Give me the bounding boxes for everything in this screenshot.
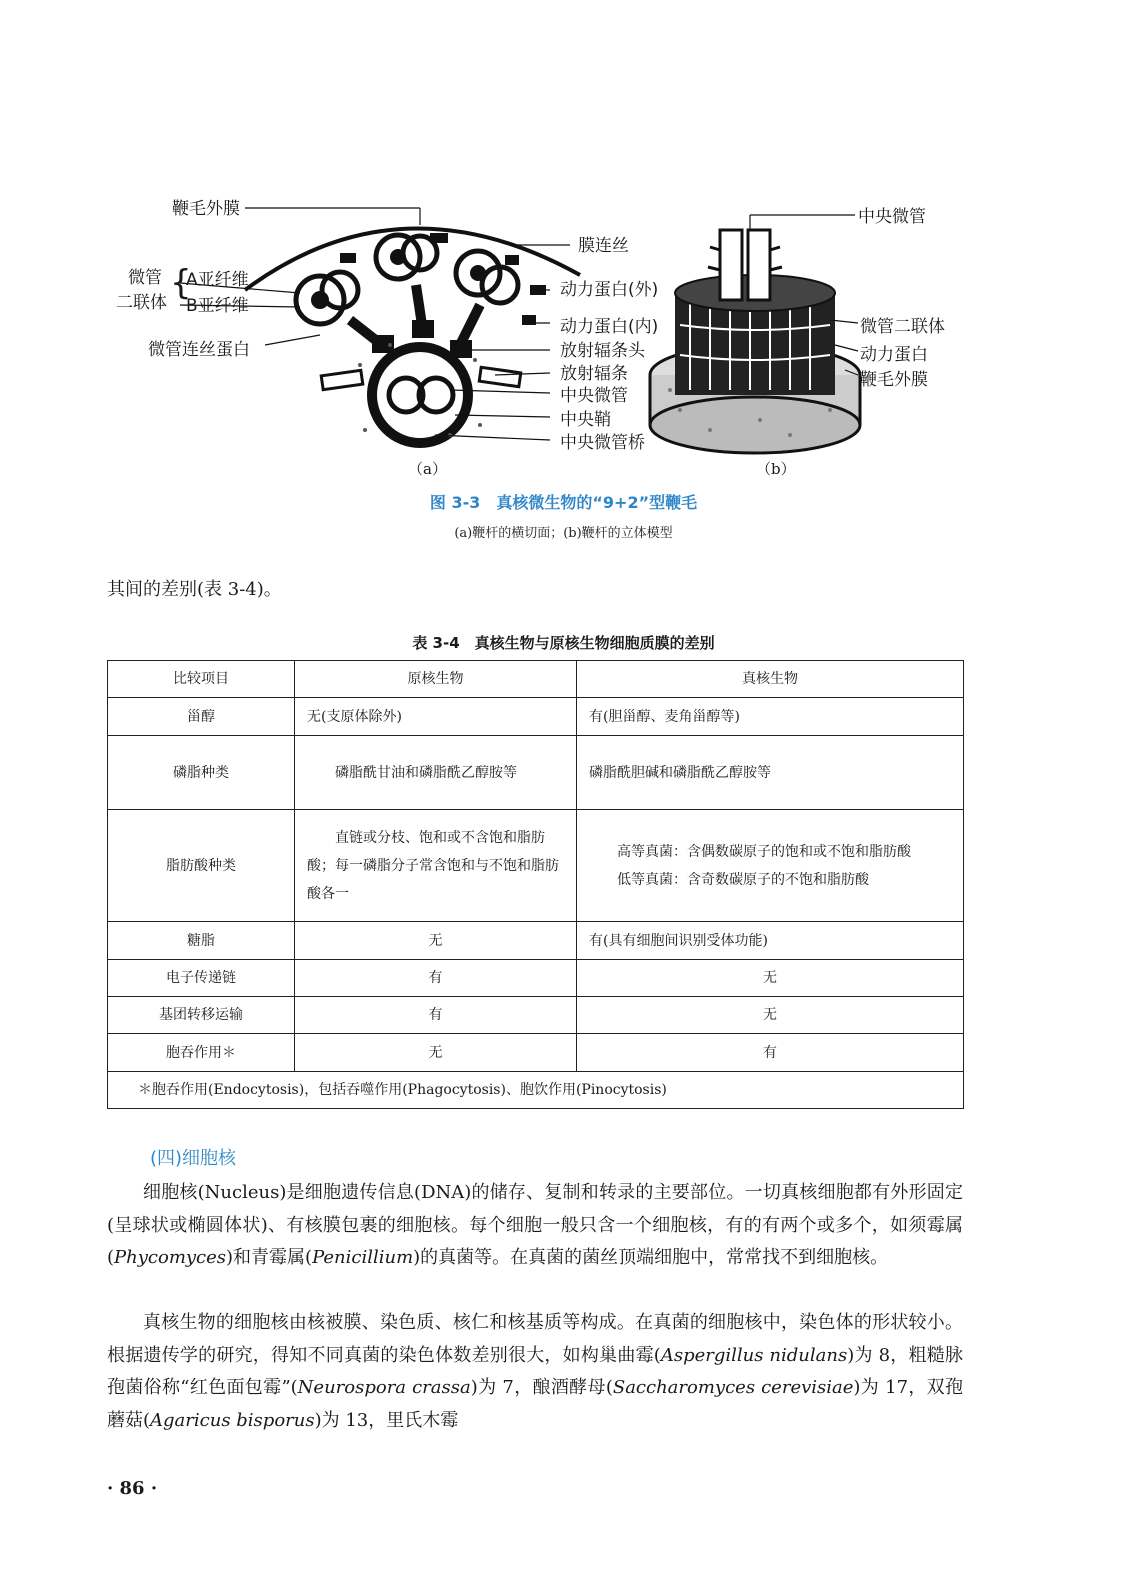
label-dynein-b: 动力蛋白 xyxy=(860,345,928,365)
p2-text-c: )为 7，酿酒酵母( xyxy=(470,1377,613,1398)
label-doublet-line2: 二联体 xyxy=(116,293,167,313)
p1-text-c: )的真菌等。在真菌的菌丝顶端细胞中，常常找不到细胞核。 xyxy=(413,1247,889,1268)
row-item: 糖脂 xyxy=(108,922,295,960)
table-row xyxy=(108,960,964,997)
p2-species-neurospora: Neurospora crassa xyxy=(297,1377,471,1398)
label-a-subfiber: A亚纤维 xyxy=(186,270,249,290)
row-eukaryote: 有 xyxy=(577,1034,964,1072)
row-prokaryote: 有 xyxy=(295,997,577,1034)
p1-text-a: 细胞核(Nucleus)是细胞遗传信息(DNA)的储存、复制和转录的主要部位。一切真核细胞都有外形固定(呈球状或椭圆体状)、有核膜包裹的细胞核。每个细胞一般只含一个细胞核，有的有两个或多个，如须霉属( xyxy=(107,1182,963,1268)
table-row xyxy=(108,736,964,810)
label-central-sheath: 中央鞘 xyxy=(560,410,611,430)
label-spoke-head: 放射辐条头 xyxy=(560,341,645,361)
page-number: · 86 · xyxy=(107,1478,158,1499)
paragraph-1 xyxy=(107,1177,963,1275)
row-eukaryote: 磷脂酰胆碱和磷脂酰乙醇胺等 xyxy=(577,736,964,810)
table-note-row xyxy=(108,1072,964,1109)
section-heading: (四)细胞核 xyxy=(150,1148,237,1169)
row-item: 脂肪酸种类 xyxy=(108,810,295,922)
row-eukaryote-cell xyxy=(577,810,964,922)
table-row xyxy=(108,997,964,1034)
label-b-subfiber: B亚纤维 xyxy=(186,296,249,316)
subfigure-a-label: （a） xyxy=(408,460,447,478)
row-item: 胞吞作用＊ xyxy=(108,1034,295,1072)
table-header-row xyxy=(108,661,964,698)
label-dynein-inner: 动力蛋白(内) xyxy=(560,317,659,337)
row-prokaryote: 直链或分枝、饱和或不含饱和脂肪酸；每一磷脂分子常含饱和与不饱和脂肪酸各一 xyxy=(295,810,577,922)
table-row xyxy=(108,698,964,736)
p1-text-b: )和青霉属( xyxy=(226,1247,313,1268)
label-outer-membrane-b: 鞭毛外膜 xyxy=(860,370,928,390)
label-central-mt-a: 中央微管 xyxy=(560,386,628,406)
label-doublet-b: 微管二联体 xyxy=(860,317,945,337)
row-eukaryote: 有(胆甾醇、麦角甾醇等) xyxy=(577,698,964,736)
table-row xyxy=(108,810,964,922)
row-eukaryote: 无 xyxy=(577,997,964,1034)
row-item: 甾醇 xyxy=(108,698,295,736)
row-prokaryote: 有 xyxy=(295,960,577,997)
brace: { xyxy=(170,263,192,303)
label-dynein-outer: 动力蛋白(外) xyxy=(560,280,659,300)
p2-text-b: )为 8，粗糙脉孢菌俗称“红色面包霉”( xyxy=(107,1344,963,1398)
p2-species-saccharomyces: Saccharomyces cerevisiae xyxy=(612,1377,854,1398)
intro-line: 其间的差别(表 3-4)。 xyxy=(107,579,282,600)
figure-caption-title: 图 3-3 真核微生物的“9+2”型鞭毛 xyxy=(429,493,698,512)
row-item: 基团转移运输 xyxy=(108,997,295,1034)
row-prokaryote: 无 xyxy=(295,922,577,960)
label-membrane-link: 膜连丝 xyxy=(578,236,629,256)
header-item: 比较项目 xyxy=(108,661,295,698)
label-spoke: 放射辐条 xyxy=(560,364,628,384)
table-row xyxy=(108,1034,964,1072)
row-eukaryote: 无 xyxy=(577,960,964,997)
row-item: 电子传递链 xyxy=(108,960,295,997)
paragraph-2 xyxy=(107,1307,963,1437)
p2-text-e: )为 13，里氏木霉 xyxy=(314,1409,459,1431)
comparison-table xyxy=(107,660,964,1109)
table-note: ＊胞吞作用(Endocytosis)，包括吞噬作用(Phagocytosis)、胞饮作用(Pinocytosis) xyxy=(108,1072,964,1109)
row-prokaryote: 磷脂酰甘油和磷脂酰乙醇胺等 xyxy=(295,736,577,810)
row-prokaryote: 无(支原体除外) xyxy=(295,698,577,736)
label-nexin: 微管连丝蛋白 xyxy=(148,340,250,360)
subfigure-b-label: （b） xyxy=(756,460,796,478)
figure-caption-subtitle: (a)鞭杆的横切面；(b)鞭杆的立体模型 xyxy=(454,526,673,541)
p2-text-d: )为 17，双孢蘑菇( xyxy=(107,1377,963,1431)
row-eukaryote-higher: 高等真菌：含偶数碳原子的饱和或不饱和脂肪酸 xyxy=(617,843,911,860)
row-eukaryote-lower: 低等真菌：含奇数碳原子的不饱和脂肪酸 xyxy=(617,871,869,888)
header-eukaryote: 真核生物 xyxy=(577,661,964,698)
table-title: 表 3-4 真核生物与原核生物细胞质膜的差别 xyxy=(412,634,715,652)
p2-text-a: 真核生物的细胞核由核被膜、染色质、核仁和核基质等构成。在真菌的细胞核中，染色体的形状较小。根据遗传学的研究，得知不同真菌的染色体数差别很大，如构巢曲霉( xyxy=(107,1312,963,1366)
row-item: 磷脂种类 xyxy=(108,736,295,810)
header-prokaryote: 原核生物 xyxy=(295,661,577,698)
row-eukaryote: 有(具有细胞间识别受体功能) xyxy=(577,922,964,960)
p2-species-agaricus: Agaricus bisporus xyxy=(150,1409,315,1431)
p2-species-aspergillus: Aspergillus nidulans xyxy=(660,1344,848,1366)
figure-b-diagram xyxy=(640,205,870,455)
label-outer-membrane-a: 鞭毛外膜 xyxy=(172,199,240,219)
p1-genus-phycomyces: Phycomyces xyxy=(114,1247,227,1268)
table-row xyxy=(108,922,964,960)
label-central-bridge: 中央微管桥 xyxy=(560,433,645,453)
label-central-mt-b: 中央微管 xyxy=(858,207,926,227)
label-doublet-line1: 微管 xyxy=(128,268,162,288)
p1-genus-penicillium: Penicillium xyxy=(312,1247,414,1268)
row-prokaryote: 无 xyxy=(295,1034,577,1072)
